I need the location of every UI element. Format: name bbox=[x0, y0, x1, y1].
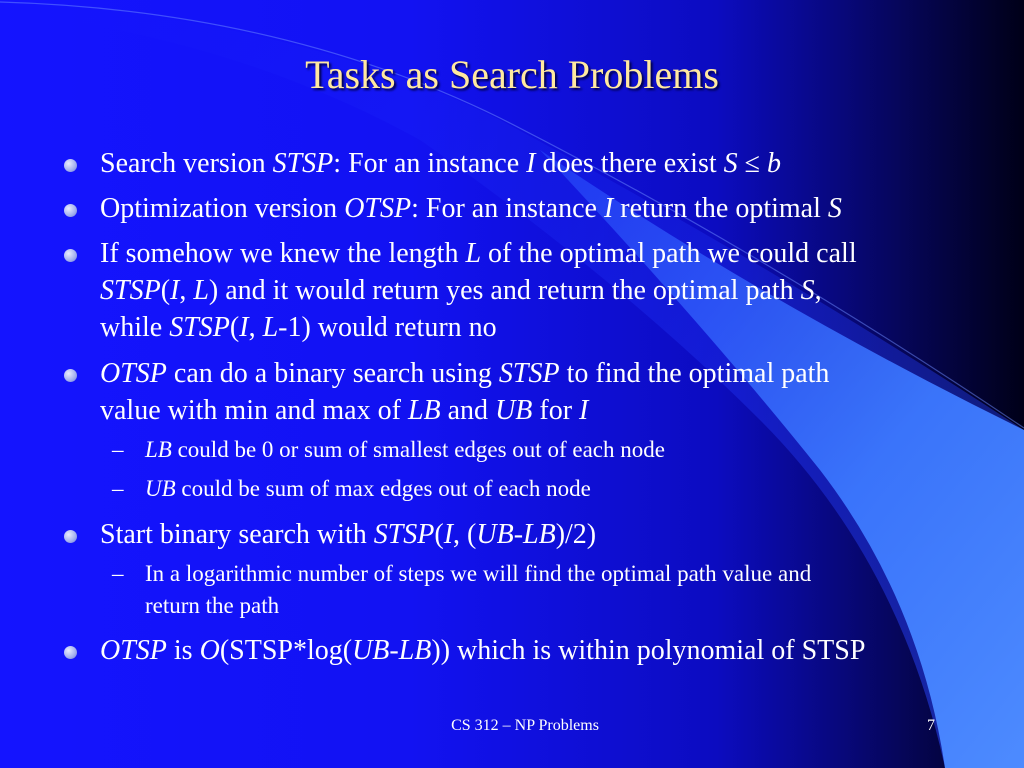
text-run: return the optimal bbox=[613, 193, 828, 224]
text-run: ≤ bbox=[737, 148, 768, 179]
text-run: STSP bbox=[373, 519, 435, 550]
text-run: could be 0 or sum of smallest edges out of each node bbox=[171, 437, 665, 462]
text-run: return the path bbox=[145, 593, 280, 618]
text-run: Start binary search with bbox=[100, 519, 374, 550]
text-run: while bbox=[100, 312, 170, 343]
text-run: In a logarithmic number of steps we will find the optimal path value and bbox=[145, 561, 812, 586]
text-run: OTSP bbox=[100, 358, 167, 389]
text-run: can do a binary search using bbox=[166, 358, 499, 389]
text-run: does there exist bbox=[535, 148, 724, 179]
text-run: S bbox=[827, 193, 842, 224]
text-run: S bbox=[800, 275, 815, 306]
bullet-text bbox=[100, 632, 960, 669]
text-run: LB bbox=[407, 395, 441, 426]
text-run: STSP bbox=[100, 275, 161, 306]
bullet-text bbox=[145, 434, 945, 466]
bullet-dot-icon bbox=[64, 530, 77, 543]
text-run: to find the optimal path bbox=[559, 358, 830, 389]
text-run: OTSP bbox=[100, 635, 167, 666]
text-run: O bbox=[199, 635, 220, 666]
text-run: I bbox=[526, 148, 536, 179]
bullet-text bbox=[100, 235, 960, 346]
text-run: )/2) bbox=[555, 519, 597, 550]
bullet-dot-icon bbox=[64, 159, 77, 172]
text-run: ( bbox=[229, 312, 240, 343]
text-run: L bbox=[193, 275, 209, 306]
text-run: , bbox=[814, 275, 822, 306]
text-run: (STSP*log( bbox=[219, 635, 353, 666]
text-run: STSP bbox=[498, 358, 560, 389]
text-run: S bbox=[723, 148, 738, 179]
text-run: I bbox=[443, 519, 454, 550]
text-run: )) which is within polynomial of STSP bbox=[431, 635, 866, 666]
text-run: b bbox=[767, 148, 782, 179]
bullet-dot-icon bbox=[64, 646, 77, 659]
bullet-text bbox=[100, 190, 960, 227]
slide-title: Tasks as Search Problems bbox=[305, 52, 719, 97]
page-number: 7 bbox=[927, 717, 935, 734]
text-run: I bbox=[239, 312, 249, 343]
text-run: STSP bbox=[169, 312, 230, 343]
text-run: I bbox=[579, 395, 589, 426]
text-run: UB-LB bbox=[352, 635, 432, 666]
text-run: UB bbox=[145, 476, 176, 501]
bullet-text bbox=[145, 558, 945, 622]
text-run: I bbox=[170, 275, 180, 306]
dash-icon: – bbox=[112, 437, 124, 462]
bullet-dot-icon bbox=[64, 204, 77, 217]
text-run: STSP bbox=[272, 148, 334, 179]
text-run: is bbox=[166, 635, 200, 666]
text-run: : For an instance bbox=[411, 193, 604, 224]
text-run: LB bbox=[145, 437, 172, 462]
text-run: OTSP bbox=[344, 193, 412, 224]
text-run: -1) would return no bbox=[278, 312, 497, 343]
text-run: , ( bbox=[453, 519, 477, 550]
text-run: and bbox=[440, 395, 496, 426]
text-run: L bbox=[465, 238, 482, 269]
text-run: value with min and max of bbox=[100, 395, 408, 426]
text-run: ( bbox=[434, 519, 444, 550]
text-run: Optimization version bbox=[100, 193, 345, 224]
bullet-text bbox=[100, 355, 960, 429]
text-run: I bbox=[603, 193, 614, 224]
bullet-dot-icon bbox=[64, 249, 77, 262]
bullet-text bbox=[100, 145, 960, 182]
text-run: UB-LB bbox=[476, 519, 556, 550]
footer-text: CS 312 – NP Problems bbox=[451, 717, 599, 734]
text-run: L bbox=[262, 312, 279, 343]
bullet-text bbox=[100, 516, 960, 553]
text-run: ) and it would return yes and return the optimal path bbox=[208, 275, 801, 306]
dash-icon: – bbox=[112, 476, 124, 501]
text-run: of the optimal path we could call bbox=[481, 238, 857, 269]
text-run: , bbox=[248, 312, 263, 343]
text-run: ( bbox=[160, 275, 171, 306]
text-run: could be sum of max edges out of each node bbox=[175, 476, 591, 501]
text-run: : For an instance bbox=[333, 148, 527, 179]
text-run: If somehow we knew the length bbox=[100, 238, 466, 269]
text-run: UB bbox=[495, 395, 533, 426]
text-run: for bbox=[532, 395, 580, 426]
bullet-text bbox=[145, 473, 945, 505]
dash-icon: – bbox=[112, 561, 124, 586]
text-run: Search version bbox=[100, 148, 273, 179]
bullet-dot-icon bbox=[64, 369, 77, 382]
text-run: , bbox=[179, 275, 194, 306]
